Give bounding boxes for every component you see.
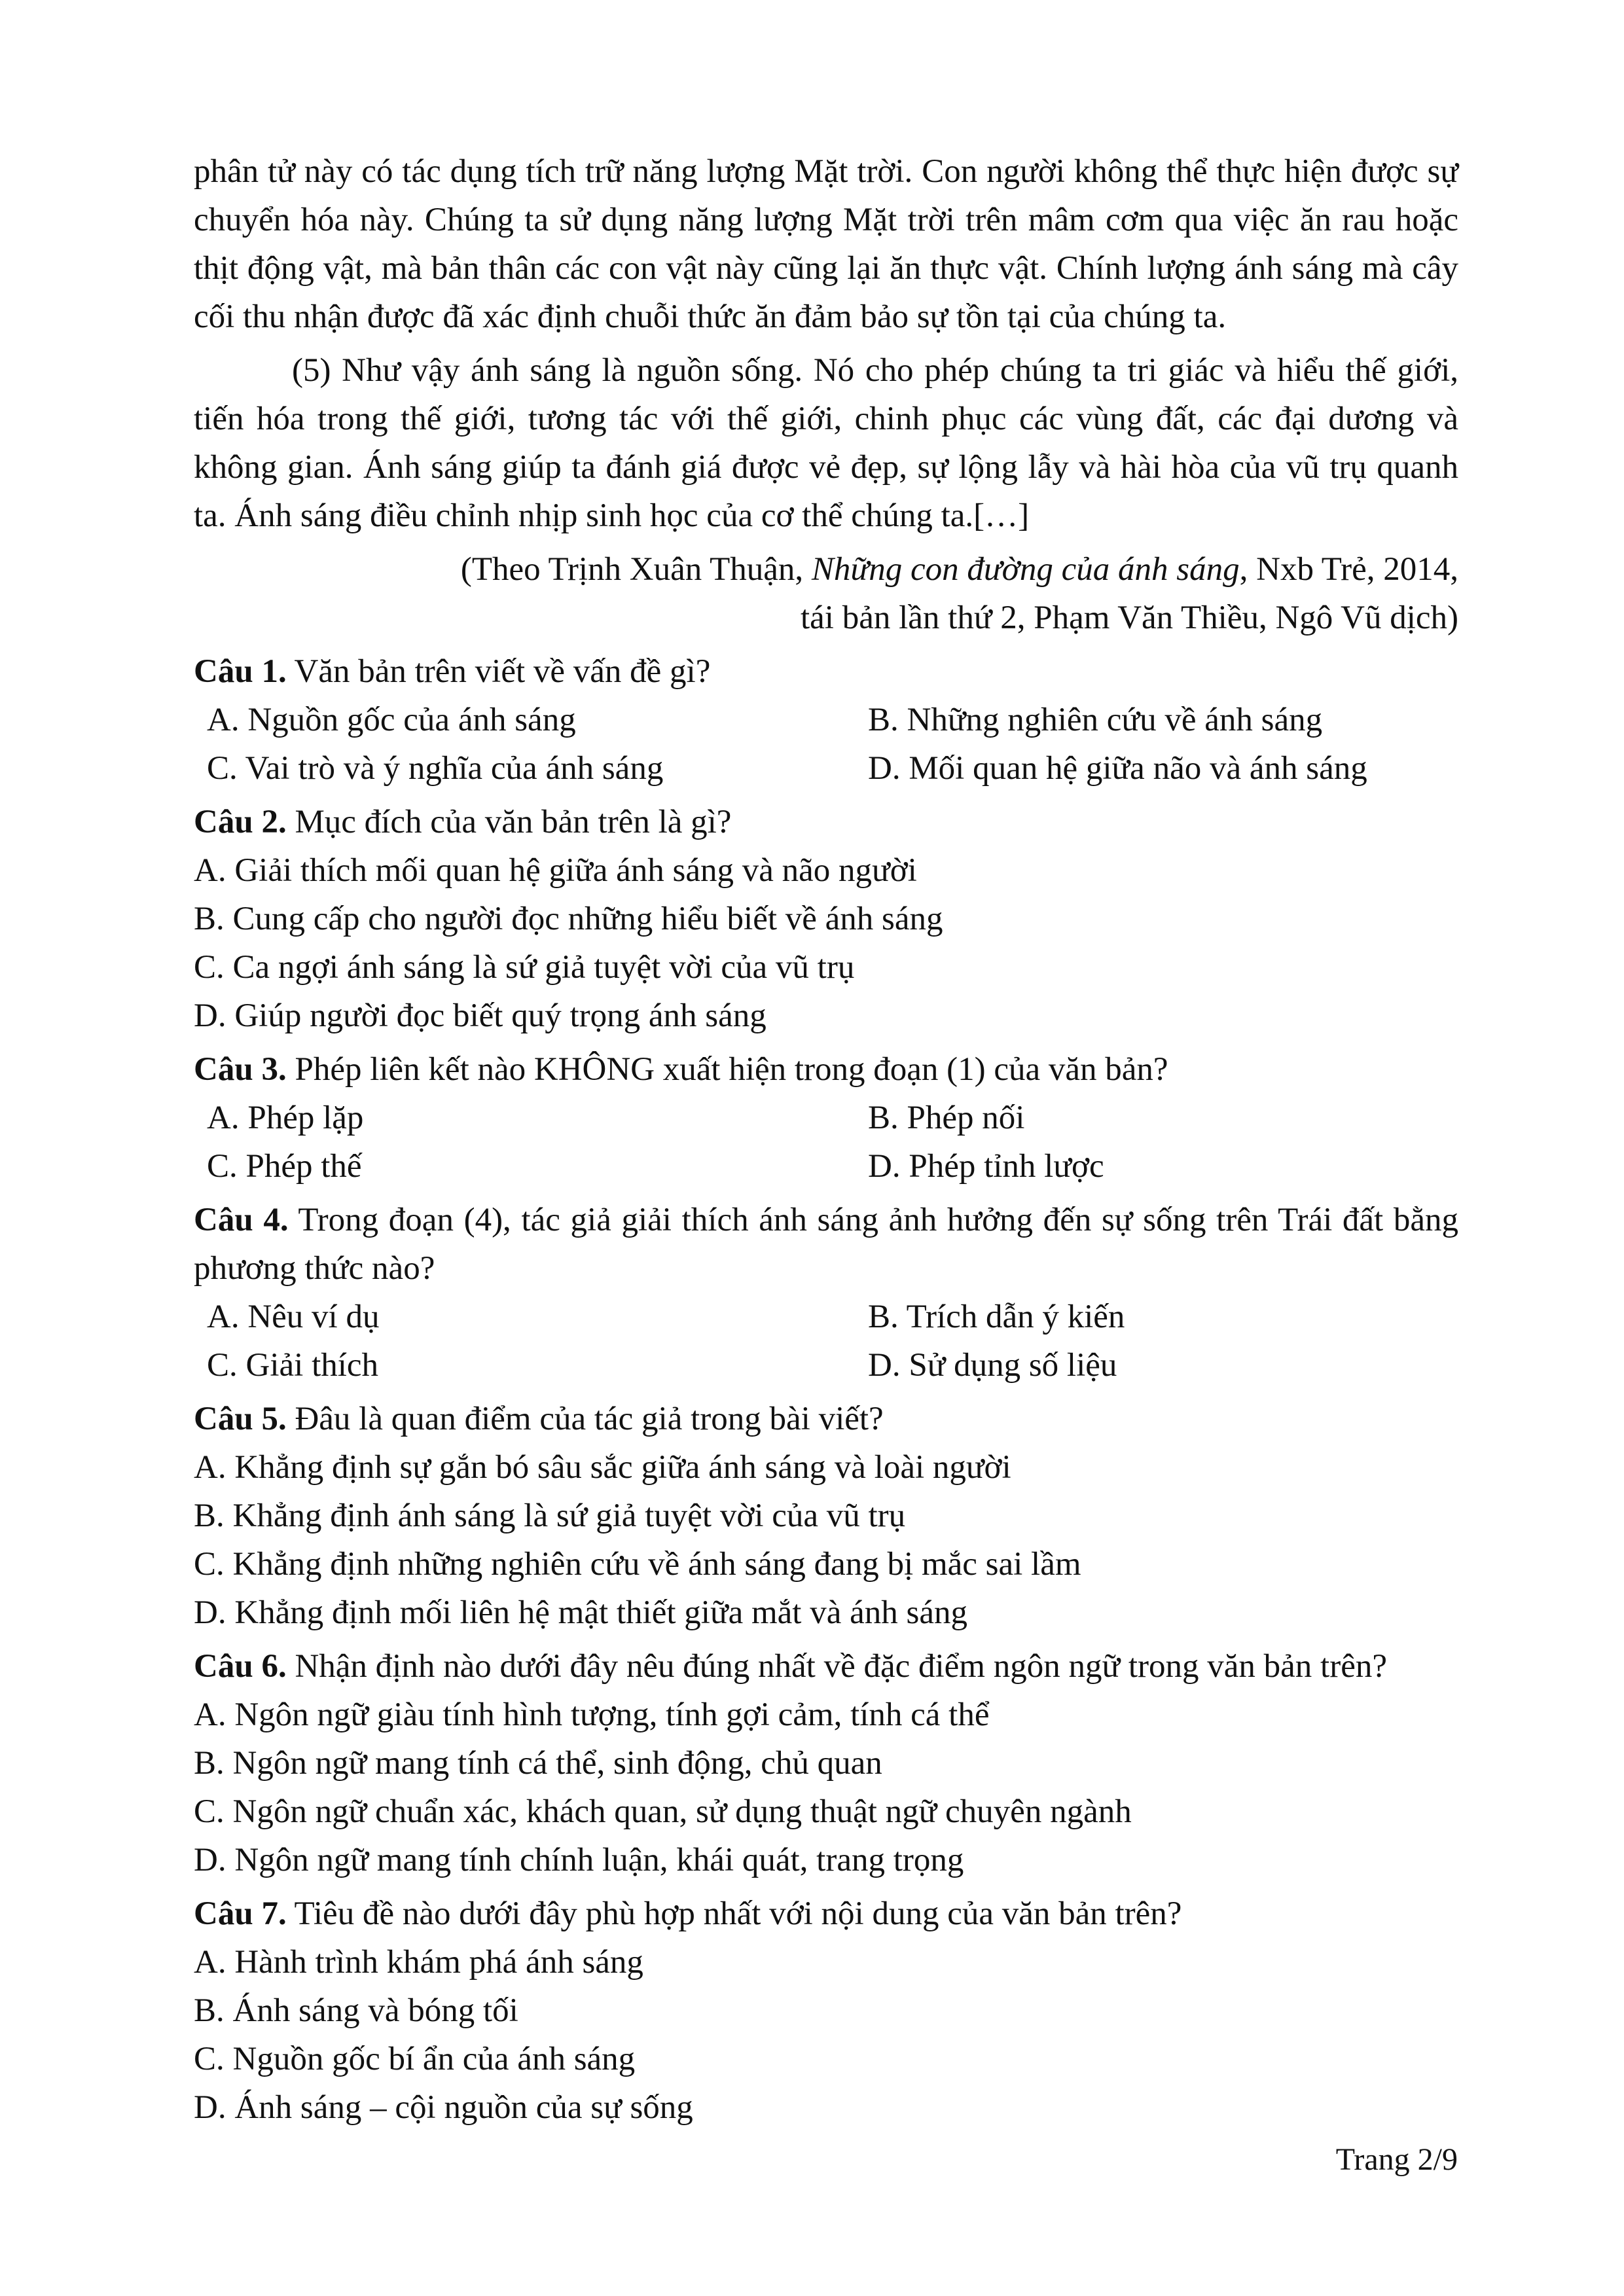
option-b: B. Ngôn ngữ mang tính cá thể, sinh động, chủ quan <box>194 1745 882 1782</box>
option-b: B. Cung cấp cho người đọc những hiểu biết về ánh sáng <box>194 901 943 937</box>
option-d: D. Sử dụng số liệu <box>868 1347 1117 1384</box>
question-label: Câu 7. <box>194 1895 287 1932</box>
options-list <box>194 1938 1458 2132</box>
option-d: D. Ánh sáng – cội nguồn của sự sống <box>194 2089 693 2126</box>
source-line-2: tái bản lần thứ 2, Phạm Văn Thiều, Ngô Vũ dịch) <box>800 600 1458 636</box>
option-c: C. Phép thế <box>207 1148 362 1185</box>
question-2 <box>194 798 1458 1040</box>
question-label: Câu 1. <box>194 653 287 690</box>
source-suffix: , Nxb Trẻ, 2014, <box>1239 551 1458 588</box>
page-number: Trang 2/9 <box>1335 2142 1458 2177</box>
option-d: D. Giúp người đọc biết quý trọng ánh sáng <box>194 997 767 1034</box>
question-text: Đâu là quan điểm của tác giả trong bài viết? <box>286 1401 884 1437</box>
question-stem <box>194 647 1458 696</box>
passage-paragraph-5: (5) Như vậy ánh sáng là nguồn sống. Nó cho phép chúng ta tri giác và hiểu thế giới, tiến hóa trong thế giới, tương tác với thế giới, chinh phục các vùng đất, các đại dương và không gian. Ánh sáng giúp ta đánh giá được vẻ đẹp, sự lộng lẫy và hài hòa của vũ trụ quanh ta. Ánh sáng điều chỉnh nhịp sinh học của cơ thể chúng ta.[…] <box>194 352 1458 534</box>
option-b: B. Khẳng định ánh sáng là sứ giả tuyệt vời của vũ trụ <box>194 1498 906 1534</box>
question-label: Câu 3. <box>194 1051 287 1088</box>
option-d: D. Phép tỉnh lược <box>868 1148 1104 1185</box>
option-c: C. Ngôn ngữ chuẩn xác, khách quan, sử dụng thuật ngữ chuyên ngành <box>194 1793 1132 1830</box>
source-prefix: (Theo Trịnh Xuân Thuận, <box>460 551 812 588</box>
source-line-1 <box>194 545 1458 594</box>
options-list <box>194 1691 1458 1884</box>
option-b: B. Ánh sáng và bóng tối <box>194 1992 518 2029</box>
option-b: B. Những nghiên cứu về ánh sáng <box>868 702 1323 738</box>
option-d: D. Ngôn ngữ mang tính chính luận, khái quát, trang trọng <box>194 1842 964 1878</box>
option-c: C. Vai trò và ý nghĩa của ánh sáng <box>207 750 664 787</box>
source-book-title: Những con đường của ánh sáng <box>811 551 1240 588</box>
question-text: Nhận định nào dưới đây nêu đúng nhất về đặc điểm ngôn ngữ trong văn bản trên? <box>286 1648 1387 1685</box>
options-list <box>194 1443 1458 1637</box>
question-stem <box>194 1890 1458 1938</box>
option-a: A. Phép lặp <box>207 1100 364 1136</box>
option-c: C. Ca ngợi ánh sáng là sứ giả tuyệt vời của vũ trụ <box>194 949 855 986</box>
question-6 <box>194 1642 1458 1884</box>
option-a: A. Hành trình khám phá ánh sáng <box>194 1944 643 1981</box>
option-d: D. Khẳng định mối liên hệ mật thiết giữa mắt và ánh sáng <box>194 1594 967 1631</box>
option-c: C. Khẳng định những nghiên cứu về ánh sáng đang bị mắc sai lầm <box>194 1546 1081 1583</box>
question-label: Câu 2. <box>194 804 287 840</box>
option-c: C. Nguồn gốc bí ẩn của ánh sáng <box>194 2041 636 2077</box>
option-b: B. Phép nối <box>868 1100 1025 1136</box>
options-grid <box>194 1094 1458 1191</box>
option-d: D. Mối quan hệ giữa não và ánh sáng <box>868 750 1367 787</box>
question-text: Trong đoạn (4), tác giả giải thích ánh sáng ảnh hưởng đến sự sống trên Trái đất bằng phương thức nào? <box>194 1202 1458 1287</box>
question-5 <box>194 1395 1458 1637</box>
question-label: Câu 6. <box>194 1648 287 1685</box>
options-list <box>194 846 1458 1040</box>
question-stem <box>194 798 1458 846</box>
question-text: Văn bản trên viết về vấn đề gì? <box>286 653 711 690</box>
question-stem <box>194 1642 1458 1691</box>
question-label: Câu 4. <box>194 1202 289 1238</box>
question-4 <box>194 1196 1458 1390</box>
question-3 <box>194 1045 1458 1191</box>
option-b: B. Trích dẫn ý kiến <box>868 1299 1125 1335</box>
options-grid <box>194 696 1458 793</box>
question-text: Tiêu đề nào dưới đây phù hợp nhất với nội dung của văn bản trên? <box>286 1895 1182 1932</box>
passage-paragraph-4-end: phân tử này có tác dụng tích trữ năng lượng Mặt trời. Con người không thể thực hiện được sự chuyển hóa này. Chúng ta sử dụng năng lượng Mặt trời trên mâm cơm qua việc ăn rau hoặc thịt động vật, mà bản thân các con vật này cũng lại ăn thực vật. Chính lượng ánh sáng mà cây cối thu nhận được đã xác định chuỗi thức ăn đảm bảo sự tồn tại của chúng ta. <box>194 153 1458 335</box>
question-1 <box>194 647 1458 793</box>
exam-page <box>194 147 1458 2132</box>
question-7 <box>194 1890 1458 2132</box>
source-citation <box>194 545 1458 642</box>
options-grid <box>194 1293 1458 1390</box>
question-label: Câu 5. <box>194 1401 287 1437</box>
question-text: Phép liên kết nào KHÔNG xuất hiện trong đoạn (1) của văn bản? <box>286 1051 1168 1088</box>
question-text: Mục đích của văn bản trên là gì? <box>286 804 732 840</box>
question-stem <box>194 1395 1458 1443</box>
question-stem <box>194 1196 1458 1293</box>
option-a: A. Khẳng định sự gắn bó sâu sắc giữa ánh sáng và loài người <box>194 1449 1011 1486</box>
option-a: A. Giải thích mối quan hệ giữa ánh sáng và não người <box>194 852 917 889</box>
option-a: A. Nêu ví dụ <box>207 1299 380 1335</box>
option-a: A. Ngôn ngữ giàu tính hình tượng, tính gợi cảm, tính cá thể <box>194 1696 990 1733</box>
option-a: A. Nguồn gốc của ánh sáng <box>207 702 576 738</box>
option-c: C. Giải thích <box>207 1347 379 1384</box>
question-stem <box>194 1045 1458 1094</box>
